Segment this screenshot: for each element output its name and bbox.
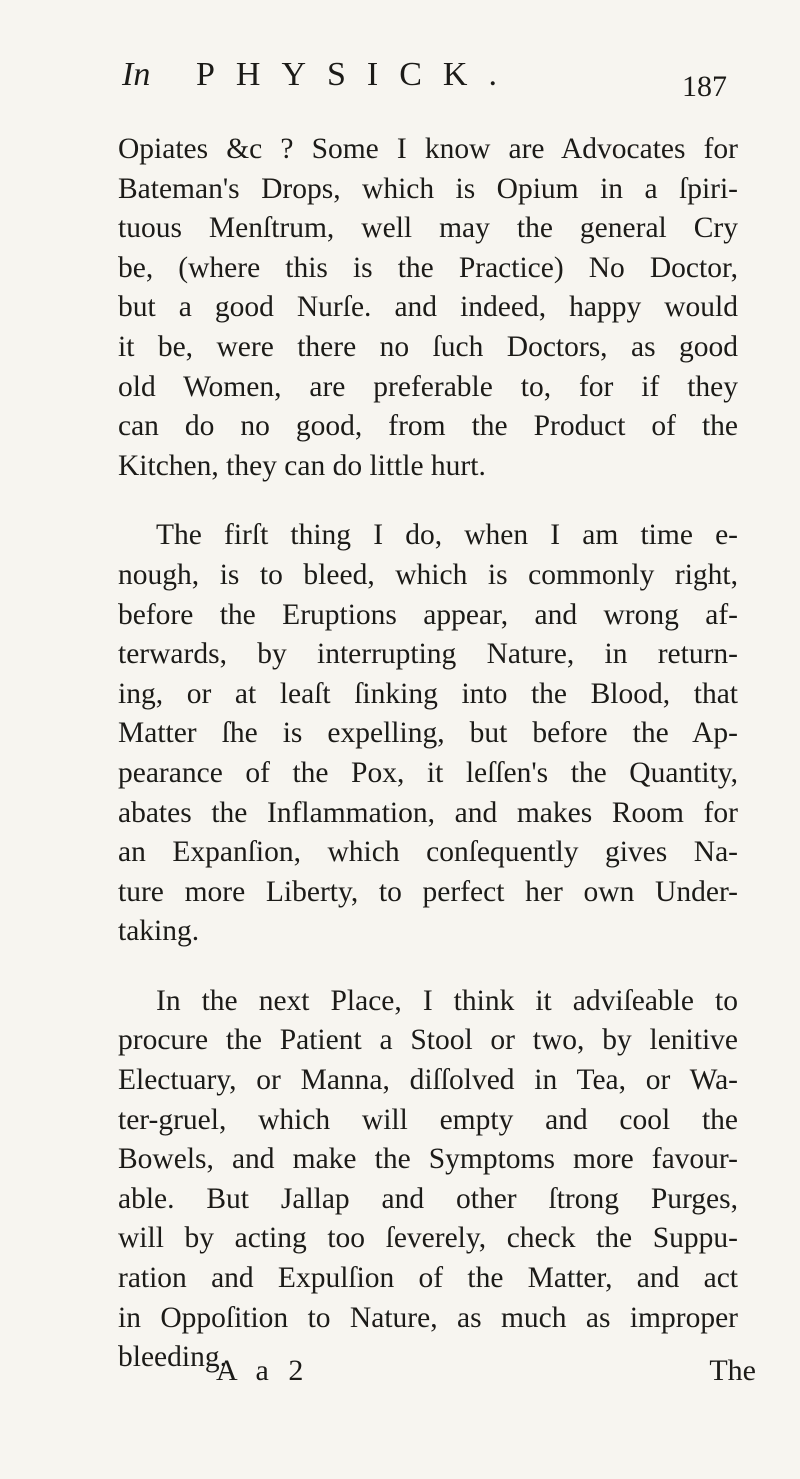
text-line: Opiates &c ? Some I know are Advocates for [118, 133, 738, 165]
text-line: tuous Menſtrum, well may the general Cry [118, 212, 738, 245]
text-line: Electuary, or Manna, diſſolved in Tea, or Wa- [118, 1064, 738, 1097]
text-line: old Women, are preferable to, for if they [118, 370, 738, 403]
text-line: ture more Liberty, to perfect her own Under- [118, 875, 738, 908]
text-line: will by acting too ſeverely, check the Suppu- [118, 1222, 738, 1255]
paragraph-3 [118, 982, 738, 1378]
paragraph-2 [118, 516, 738, 952]
text-line: be, (where this is the Practice) No Doctor, [118, 251, 738, 284]
text-line: The firſt thing I do, when I am time e- [156, 519, 738, 552]
text-line: procure the Patient a Stool or two, by lenitive [118, 1024, 738, 1057]
text-line: in Oppoſition to Nature, as much as improper [118, 1301, 738, 1334]
text-line: before the Eruptions appear, and wrong af- [118, 598, 738, 631]
text-line: In the next Place, I think it adviſeable to [156, 984, 738, 1017]
running-head-in: In [122, 56, 151, 93]
running-head [122, 56, 762, 112]
text-line: ter-gruel, which will empty and cool the [118, 1103, 738, 1136]
text-line: abates the Inflammation, and makes Room for [118, 796, 738, 829]
text-line: ration and Expulſion of the Matter, and act [118, 1262, 738, 1295]
page-number: 187 [682, 70, 727, 103]
text-line: can do no good, from the Product of the [118, 410, 738, 443]
text-line: Bowels, and make the Symptoms more favour- [118, 1143, 738, 1176]
running-head-title: PHYSICK. [196, 56, 518, 93]
text-line: it be, were there no ſuch Doctors, as good [118, 330, 738, 363]
text-line: bleeding. [118, 1341, 227, 1374]
page-footer [216, 1354, 756, 1404]
signature-mark: A a 2 [216, 1354, 310, 1387]
text-line: nough, is to bleed, which is commonly right, [118, 558, 738, 591]
text-line: but a good Nurſe. and indeed, happy would [118, 291, 738, 324]
body-text [118, 130, 738, 1378]
text-line: an Expanſion, which conſequently gives Na- [118, 836, 738, 869]
text-line: ing, or at leaſt ſinking into the Blood, that [118, 677, 738, 710]
text-line: taking. [118, 915, 200, 948]
text-line: Bateman's Drops, which is Opium in a ſpiri- [118, 172, 738, 205]
paragraph-1 [118, 130, 738, 486]
text-line: terwards, by interrupting Nature, in return- [118, 638, 738, 671]
catchword: The [709, 1354, 756, 1387]
text-line: pearance of the Pox, it leſſen's the Quantity, [118, 756, 738, 789]
text-line: Kitchen, they can do little hurt. [118, 449, 486, 482]
text-line: Matter ſhe is expelling, but before the Ap- [118, 717, 738, 750]
text-line: able. But Jallap and other ſtrong Purges, [118, 1182, 738, 1215]
